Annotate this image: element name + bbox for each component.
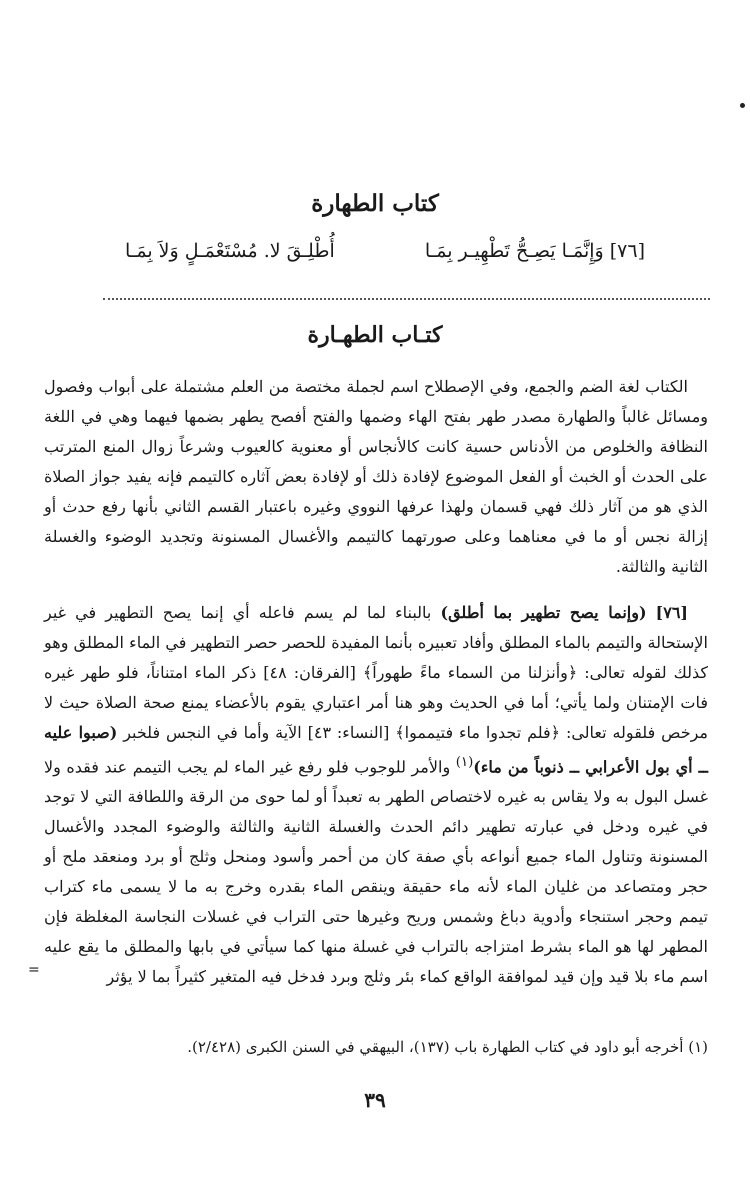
margin-dot: [740, 103, 745, 108]
hadith-lemma: (صبوا عليه ــ أي بول الأعرابي ــ ذنوباً من ماء): [44, 723, 708, 777]
verse-first-hemistich: [٧٦] وَإِنَّمَـا يَصِـحُّ تَطْهِيـر بِمَـا: [424, 240, 645, 262]
verse-second-hemistich: أُطْلِـقَ لا. مُسْتَعْمَـلٍ وَلاَ بِمَـا: [125, 240, 335, 262]
paragraph-1-text: الكتاب لغة الضم والجمع، وفي الإصطلاح اسم لجملة مختصة من العلم مشتملة على أبواب وفصول ومسائل غالباً والطهارة مصدر طهر بفتح الهاء وضمها والفتح أفصح يطهر بضمها فيهما وهي في اللغة النظافة والخلوص من الأدناس حسية كانت كالأنجاس أو معنوية كالعيوب وشرعاً زوال المنع المترتب على الحدث أو الخبث أو الفعل الموضوع لإفادة ذلك أو لإفادة بعض آثاره كالتيمم فإنه يفيد جواز الصلاة الذي هو من آثار ذلك فهي قسمان ولهذا عرفها النووي وغيره باعتبار القسم الثاني بأنها رفع حدث أو إزالة نجس أو ما في معناهما وعلى صورتهما كالتيمم والأغسال المسنونة وتجديد الوضوء والغسلة الثانية والثالثة.: [44, 377, 709, 576]
lemma-text: (وإنما يصح تطهير بما أطلق): [440, 603, 647, 622]
verse-line: [125, 233, 645, 269]
chapter-heading: كتاب الطهارة: [311, 190, 439, 217]
commentary-paragraph-2: [44, 598, 708, 992]
paragraph-2-text-a: بالبناء لما لم يسم فاعله أي إنما يصح التطهير في غير الإستحالة والتيمم بالماء المطلق وأفاد تعبيره بأنما المفيدة للحصر حصر التطهير في الماء المطلق وهو كذلك لقوله تعالى: ﴿وأنزلنا من السماء ماءً طهوراً﴾ [الفرقان: ٤٨] ذكر الماء امتناناً، فلو طهر غيره فات الإمتنان ولما يأتي؛ أما في الحديث وهو هنا أمر اعتباري يقوم بالأعضاء يمنع صحة الصلاة حيث لا مرخص فلقوله تعالى: ﴿فلم تجدوا ماء فتيمموا﴾ [النساء: ٤٣] الآية وأما في النجس فلخبر: [44, 603, 709, 742]
footnote-reference: (١): [455, 755, 474, 770]
section-heading: كتـاب الطهـارة: [307, 322, 443, 348]
commentary-paragraph-1: [44, 372, 708, 582]
paragraph-2-text-b: والأمر للوجوب فلو رفع غير الماء لم يجب التيمم عند فقده ولا غسل البول به ولا يقاس به غيره لاختصاص الطهر به تعبداً أو لما حوى من الرقة واللطافة التي لا توجد في غيره ودخل في عبارته تطهير دائم الحدث والغسلة الثانية والثالثة والوضوء المجدد والأغسال المسنونة وتناول الماء جميع أنواعه بأي صفة كان من أحمر وأسود ومنحل وثلج أو برد ومنعقد ملح أو حجر ومتصاعد من غليان الماء لأنه ماء حقيقة وينقص الماء بقدره وخرج به ما لا يسمى ماء كتراب تيمم وحجر استنجاء وأدوية دباغ وشمس وريح وغيرها حتى التراب في غسلات النجاسة المغلظة فإن المطهر لها هو الماء بشرط امتزاجه بالتراب في غسلة منها كما سيأتي في بابها والمطلق ما يقع عليه اسم ماء بلا قيد وإن قيد لموافقة الواقع كماء بئر وثلج وبرد فدخل فيه المتغير كثيراً بما لا يؤثر: [44, 757, 708, 987]
continuation-mark: =: [28, 962, 40, 978]
dotted-separator: [103, 292, 710, 300]
page-number: ٣٩: [364, 1088, 386, 1112]
footnote-separator: [44, 1027, 708, 1028]
verse-number: [٧٦]: [655, 603, 688, 622]
footnote: (١) أخرجه أبو داود في كتاب الطهارة باب (١٣٧)، البيهقي في السنن الكبرى (٢/٤٢٨).: [187, 1038, 708, 1056]
